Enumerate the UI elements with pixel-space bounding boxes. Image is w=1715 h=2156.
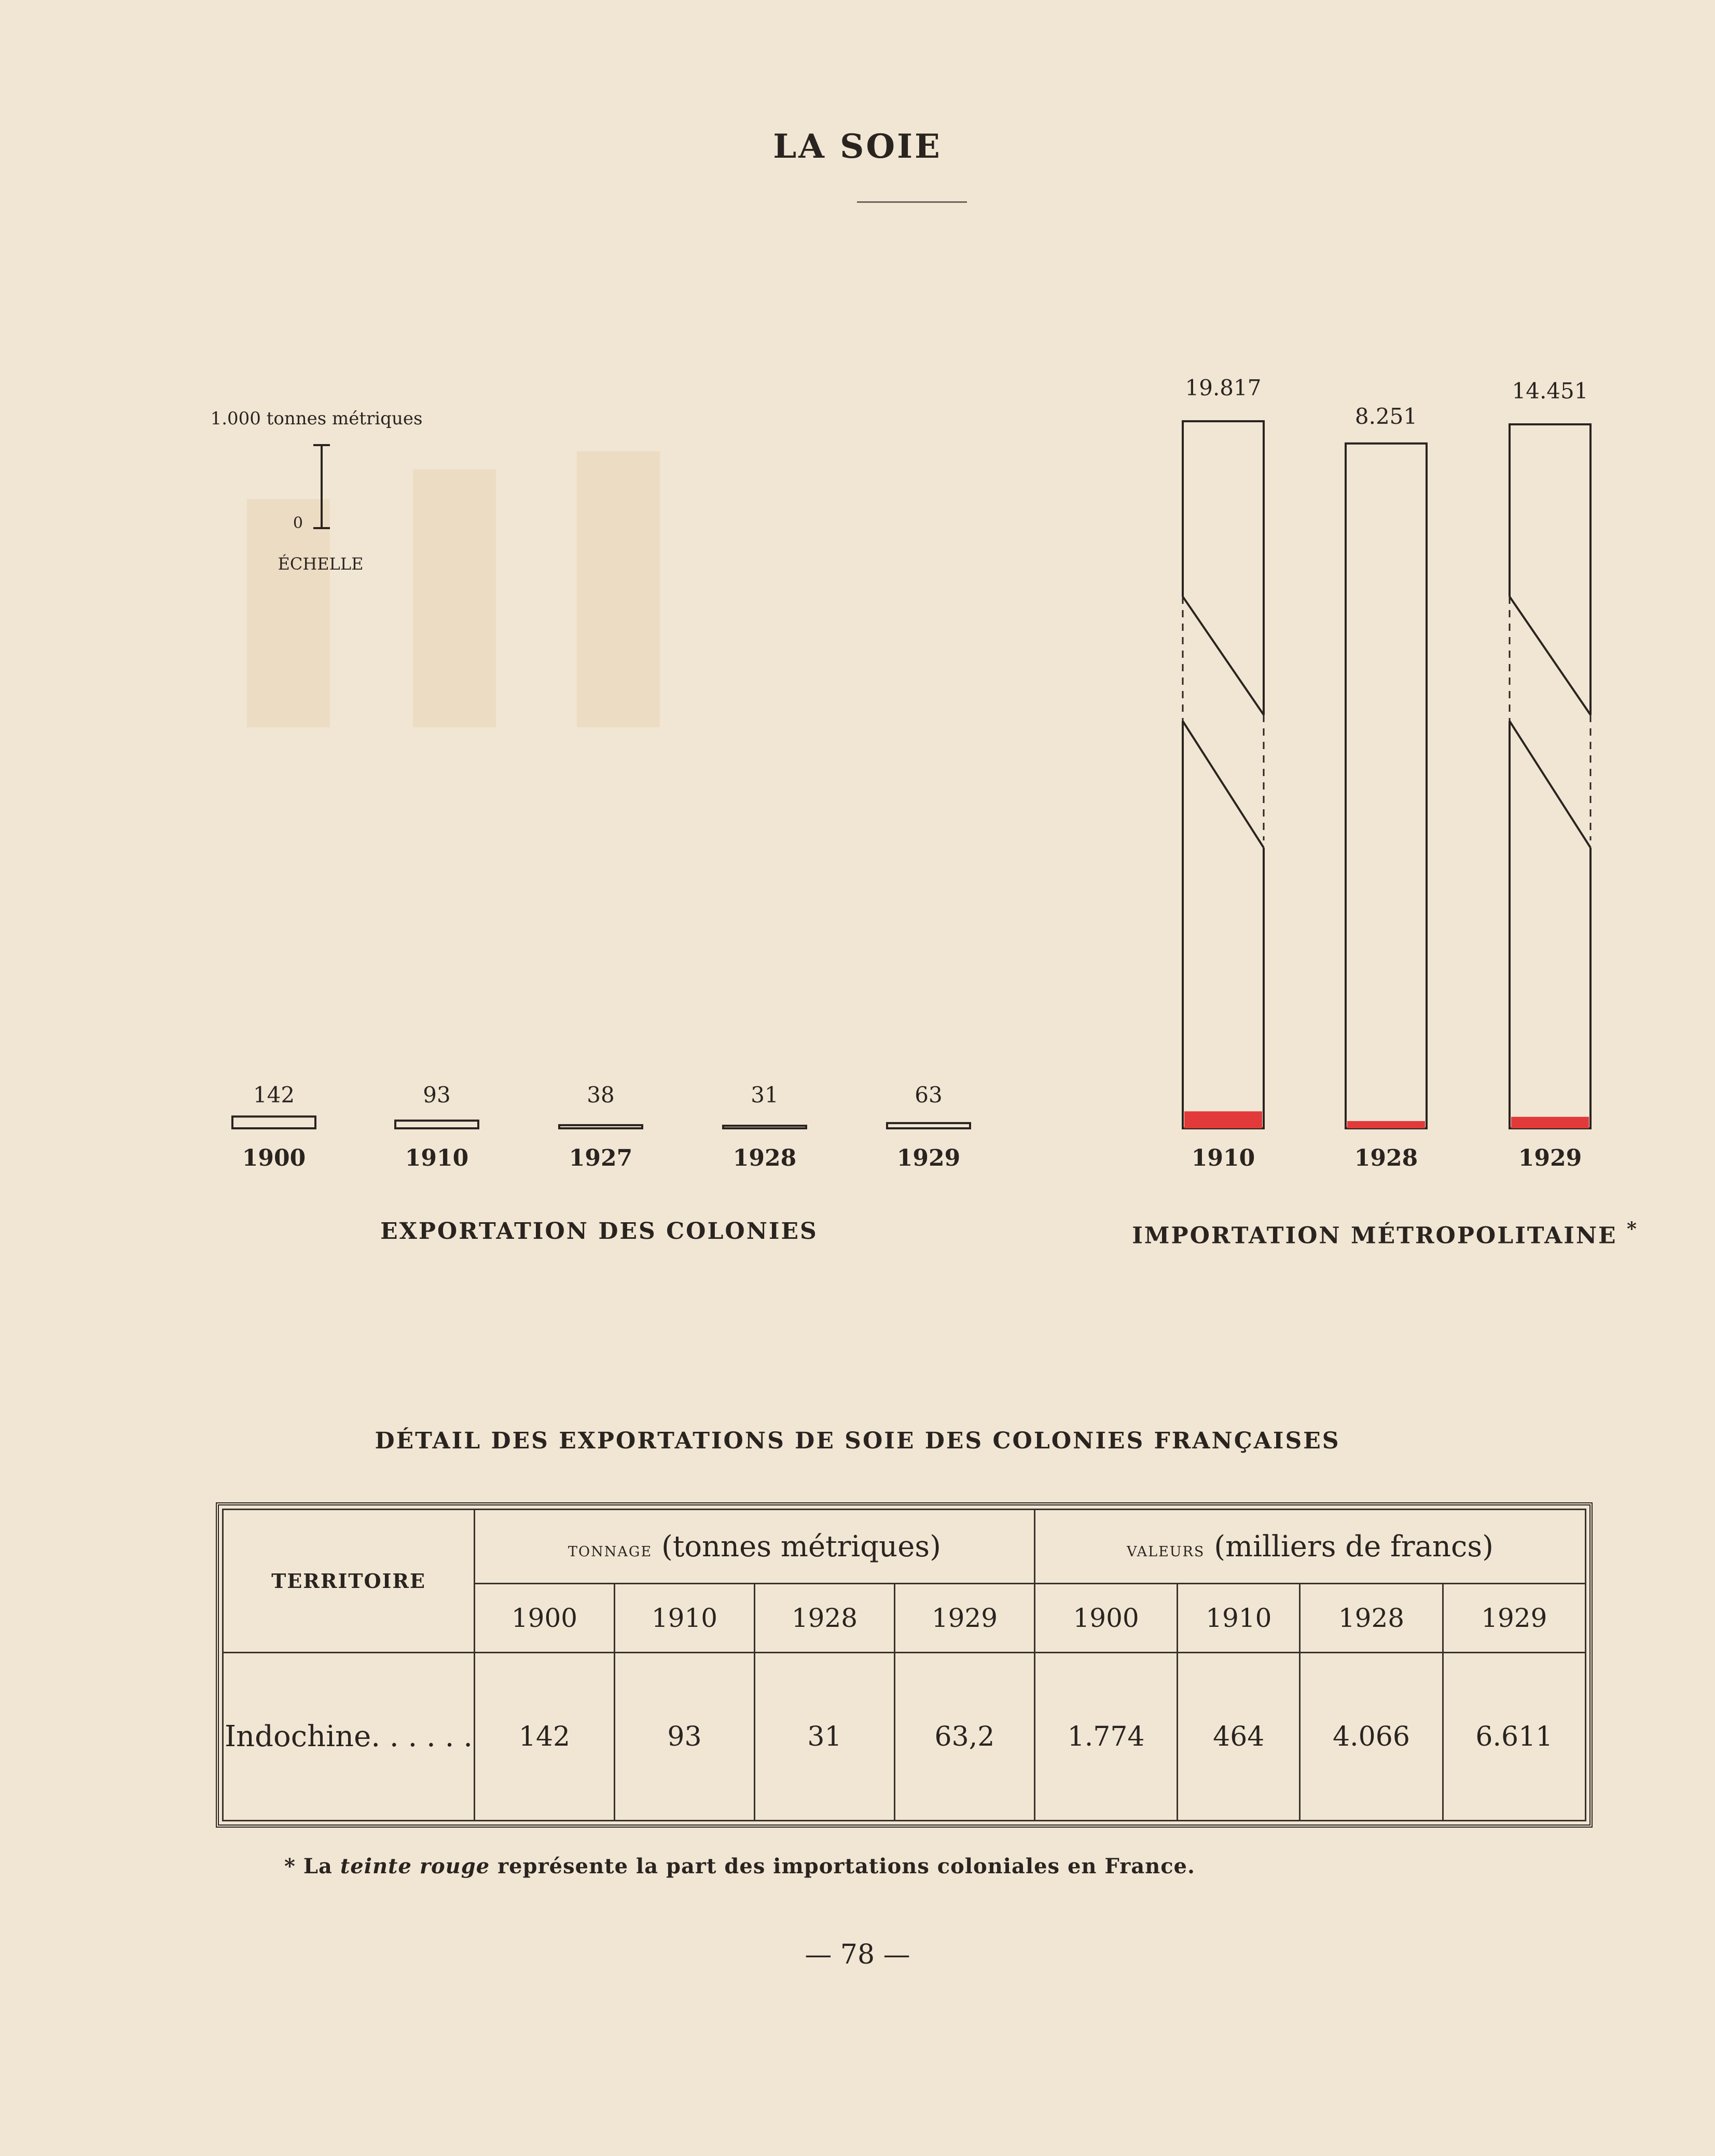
import-break-line [1183, 597, 1264, 715]
import-value-label: 8.251 [1354, 403, 1418, 429]
scale-zero-label: 0 [293, 514, 303, 532]
tonnage-header [475, 1510, 1035, 1584]
import-colonial-share [1511, 1117, 1589, 1128]
import-break-line [1183, 721, 1264, 848]
tonnage-cell: 142 [475, 1653, 615, 1821]
valeurs-year-header: 1928 [1300, 1584, 1443, 1653]
import-colonial-share [1184, 1111, 1262, 1128]
import-bar [1346, 444, 1427, 1128]
tonnage-year-header: 1928 [754, 1584, 894, 1653]
footnote-italic: teinte rouge [340, 1854, 490, 1878]
valeurs-cell: 1.774 [1034, 1653, 1177, 1821]
import-bar-lower [1183, 721, 1264, 1128]
export-bar [887, 1123, 970, 1128]
import-year-label: 1929 [1518, 1145, 1582, 1171]
import-chart-title-text: IMPORTATION MÉTROPOLITAINE [1132, 1222, 1617, 1249]
import-colonial-share [1347, 1121, 1425, 1128]
export-year-label: 1900 [242, 1145, 306, 1171]
tonnage-header-unit: (tonnes métriques) [661, 1529, 941, 1564]
ghost-bar [413, 469, 496, 727]
export-year-label: 1928 [732, 1145, 797, 1171]
tonnage-year-header: 1929 [894, 1584, 1034, 1653]
ghost-bars [247, 451, 660, 727]
import-value-label: 14.451 [1512, 378, 1588, 404]
valeurs-year-header: 1900 [1034, 1584, 1177, 1653]
scale-caption: ÉCHELLE [278, 554, 364, 574]
tonnage-year-header: 1900 [475, 1584, 615, 1653]
import-break-line [1510, 721, 1590, 848]
tonnage-cell: 31 [754, 1653, 894, 1821]
tonnage-header-label: tonnage [568, 1538, 653, 1561]
export-value-label: 63 [915, 1082, 943, 1108]
import-year-label: 1928 [1354, 1145, 1418, 1171]
footnote [284, 1854, 1195, 1878]
export-value-label: 93 [423, 1082, 451, 1108]
valeurs-year-header: 1929 [1443, 1584, 1585, 1653]
export-bar [232, 1116, 315, 1128]
import-bar-lower [1510, 721, 1590, 1128]
valeurs-cell: 4.066 [1300, 1653, 1443, 1821]
import-break-line [1510, 597, 1590, 715]
table-title: DÉTAIL DES EXPORTATIONS DE SOIE DES COLONIES FRANÇAISES [375, 1428, 1340, 1454]
territory-header: TERRITOIRE [223, 1510, 475, 1653]
footnote-mark: * La [284, 1854, 333, 1878]
page-number: — 78 — [805, 1939, 910, 1970]
valeurs-cell: 464 [1178, 1653, 1300, 1821]
detail-table [222, 1509, 1586, 1821]
export-chart [232, 1082, 970, 1171]
export-chart-title: EXPORTATION DES COLONIES [380, 1218, 818, 1245]
import-value-label: 19.817 [1185, 375, 1262, 400]
import-chart-title-mark: * [1626, 1218, 1638, 1240]
export-bar [395, 1121, 478, 1128]
footnote-text: représente la part des importations coloniales en France. [497, 1854, 1195, 1878]
valeurs-header-label: valeurs [1127, 1538, 1205, 1561]
import-chart-title [1115, 1218, 1655, 1249]
valeurs-header [1034, 1510, 1585, 1584]
export-bar [723, 1126, 806, 1128]
import-chart [1183, 375, 1590, 1171]
page-title: LA SOIE [773, 127, 942, 166]
import-bar-upper [1183, 421, 1264, 715]
valeurs-header-unit: (milliers de francs) [1214, 1529, 1493, 1564]
export-value-label: 38 [587, 1082, 615, 1108]
export-year-label: 1927 [569, 1145, 633, 1171]
ghost-bar [577, 451, 660, 727]
valeurs-year-header: 1910 [1178, 1584, 1300, 1653]
export-value-label: 142 [253, 1082, 295, 1108]
import-bar-upper [1510, 424, 1590, 715]
export-value-label: 31 [751, 1082, 779, 1108]
ghost-bar [247, 499, 330, 727]
tonnage-cell: 63,2 [894, 1653, 1034, 1821]
scale-top-label: 1.000 tonnes métriques [210, 408, 423, 429]
export-year-label: 1910 [405, 1145, 469, 1171]
import-year-label: 1910 [1191, 1145, 1255, 1171]
tonnage-cell: 93 [614, 1653, 754, 1821]
valeurs-cell: 6.611 [1443, 1653, 1585, 1821]
export-bar [559, 1125, 642, 1128]
territory-cell: Indochine. . . . . . [223, 1653, 475, 1821]
export-year-label: 1929 [896, 1145, 961, 1171]
tonnage-year-header: 1910 [614, 1584, 754, 1653]
table-row [223, 1653, 1586, 1821]
